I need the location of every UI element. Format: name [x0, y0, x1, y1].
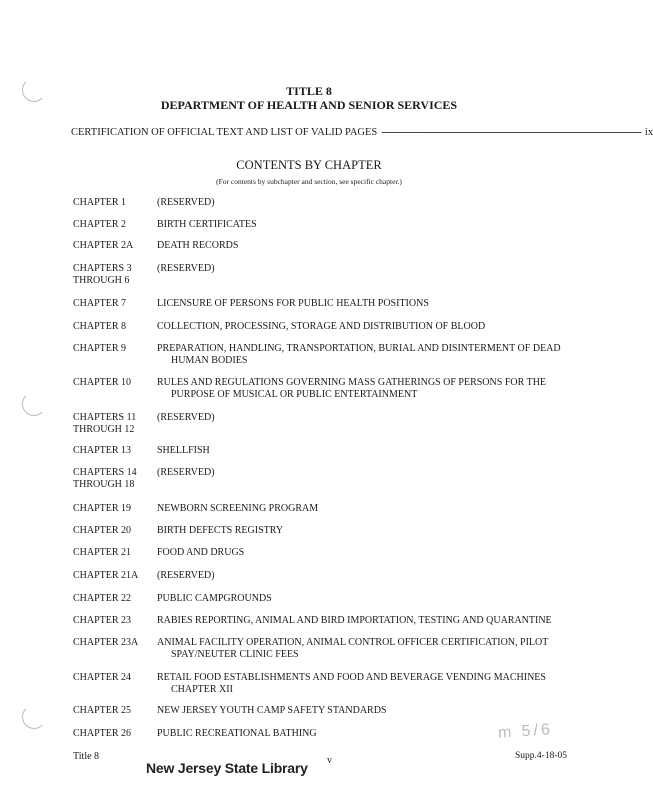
chapter-title: BIRTH DEFECTS REGISTRY	[157, 525, 284, 536]
chapter-number: CHAPTER 20	[73, 525, 132, 536]
chapter-description	[157, 263, 577, 275]
chapter-title: ANIMAL FACILITY OPERATION, ANIMAL CONTROL OFFICER CERTIFICATION, PILOT	[157, 637, 549, 648]
chapter-number: CHAPTER 7	[73, 298, 127, 309]
chapter-description	[157, 445, 577, 457]
chapter-title: LICENSURE OF PERSONS FOR PUBLIC HEALTH POSITIONS	[157, 298, 429, 309]
chapter-title-continuation: PURPOSE OF MUSICAL OR PUBLIC ENTERTAINMENT	[171, 389, 418, 400]
page-number: v	[327, 755, 332, 766]
page-title: TITLE 8	[286, 84, 332, 98]
chapter-description	[157, 570, 577, 582]
chapter-description	[157, 637, 577, 661]
library-stamp: New Jersey State Library	[146, 760, 308, 776]
chapter-description	[157, 525, 577, 537]
chapter-number: CHAPTERS 3 THROUGH 6	[73, 263, 132, 286]
chapter-title: (RESERVED)	[157, 412, 215, 423]
chapter-number: CHAPTERS 11 THROUGH 12	[73, 412, 137, 435]
chapter-number: CHAPTER 23	[73, 615, 132, 626]
chapter-description	[157, 240, 577, 252]
chapter-title: SHELLFISH	[157, 445, 210, 456]
chapter-title: RETAIL FOOD ESTABLISHMENTS AND FOOD AND BEVERAGE VENDING MACHINES	[157, 672, 546, 683]
chapter-title: PUBLIC CAMPGROUNDS	[157, 593, 272, 604]
chapter-title: PREPARATION, HANDLING, TRANSPORTATION, BURIAL AND DISINTERMENT OF DEAD	[157, 343, 561, 354]
chapter-description	[157, 219, 577, 231]
punch-hole-mark	[22, 705, 46, 729]
chapter-description	[157, 321, 577, 333]
chapter-description	[157, 503, 577, 515]
certification-line	[71, 127, 653, 138]
chapter-description	[157, 412, 577, 424]
chapter-number: CHAPTER 9	[73, 343, 127, 354]
chapter-number: CHAPTERS 14 THROUGH 18	[73, 467, 137, 490]
chapter-title-continuation: SPAY/NEUTER CLINIC FEES	[171, 649, 299, 660]
supplement-date: Supp.4-18-05	[515, 751, 567, 761]
chapter-title: NEW JERSEY YOUTH CAMP SAFETY STANDARDS	[157, 705, 387, 716]
footer-title: Title 8	[73, 751, 100, 762]
punch-hole-mark	[22, 392, 46, 416]
chapter-description	[157, 343, 577, 367]
chapter-description	[157, 377, 577, 401]
chapter-description	[157, 593, 577, 605]
chapter-number: CHAPTER 21	[73, 547, 132, 558]
chapter-number: CHAPTER 26	[73, 728, 132, 739]
chapter-description	[157, 467, 577, 479]
dot-leader: --------------------------------------------------------------------------------------------------------	[381, 127, 641, 138]
chapter-title: NEWBORN SCREENING PROGRAM	[157, 503, 319, 514]
chapter-number: CHAPTER 2	[73, 219, 127, 230]
chapter-number: CHAPTER 24	[73, 672, 132, 683]
contents-heading: CONTENTS BY CHAPTER	[236, 158, 382, 172]
contents-note: (For contents by subchapter and section, see specific chapter.)	[216, 177, 402, 186]
chapter-number: CHAPTER 25	[73, 705, 132, 716]
chapter-title-continuation: HUMAN BODIES	[171, 355, 248, 366]
chapter-title: RABIES REPORTING, ANIMAL AND BIRD IMPORTATION, TESTING AND QUARANTINE	[157, 615, 552, 626]
chapter-number: CHAPTER 1	[73, 197, 127, 208]
chapter-title: (RESERVED)	[157, 263, 215, 274]
chapter-number: CHAPTER 23A	[73, 637, 139, 648]
chapter-number: CHAPTER 21A	[73, 570, 139, 581]
certification-label: CERTIFICATION OF OFFICIAL TEXT AND LIST OF VALID PAGES	[71, 127, 378, 138]
chapter-number: CHAPTER 10	[73, 377, 132, 388]
handwritten-mark: m 5/6	[497, 721, 554, 742]
chapter-title: (RESERVED)	[157, 570, 215, 581]
chapter-title-continuation: CHAPTER XII	[171, 684, 233, 695]
chapter-description	[157, 705, 577, 717]
chapter-number: CHAPTER 2A	[73, 240, 134, 251]
chapter-number: CHAPTER 22	[73, 593, 132, 604]
chapter-description	[157, 672, 577, 696]
chapter-title: BIRTH CERTIFICATES	[157, 219, 257, 230]
chapter-description	[157, 197, 577, 209]
chapter-description	[157, 615, 577, 627]
chapter-title: FOOD AND DRUGS	[157, 547, 245, 558]
page-subtitle: DEPARTMENT OF HEALTH AND SENIOR SERVICES	[160, 98, 458, 112]
certification-page: ix	[644, 127, 653, 138]
chapter-description	[157, 547, 577, 559]
chapter-description	[157, 298, 577, 310]
chapter-title: COLLECTION, PROCESSING, STORAGE AND DISTRIBUTION OF BLOOD	[157, 321, 486, 332]
chapter-number: CHAPTER 19	[73, 503, 132, 514]
chapter-title: DEATH RECORDS	[157, 240, 239, 251]
chapter-title: PUBLIC RECREATIONAL BATHING	[157, 728, 317, 739]
chapter-title: (RESERVED)	[157, 197, 215, 208]
chapter-number: CHAPTER 13	[73, 445, 132, 456]
chapter-title: (RESERVED)	[157, 467, 215, 478]
chapter-number: CHAPTER 8	[73, 321, 127, 332]
chapter-title: RULES AND REGULATIONS GOVERNING MASS GATHERINGS OF PERSONS FOR THE	[157, 377, 547, 388]
